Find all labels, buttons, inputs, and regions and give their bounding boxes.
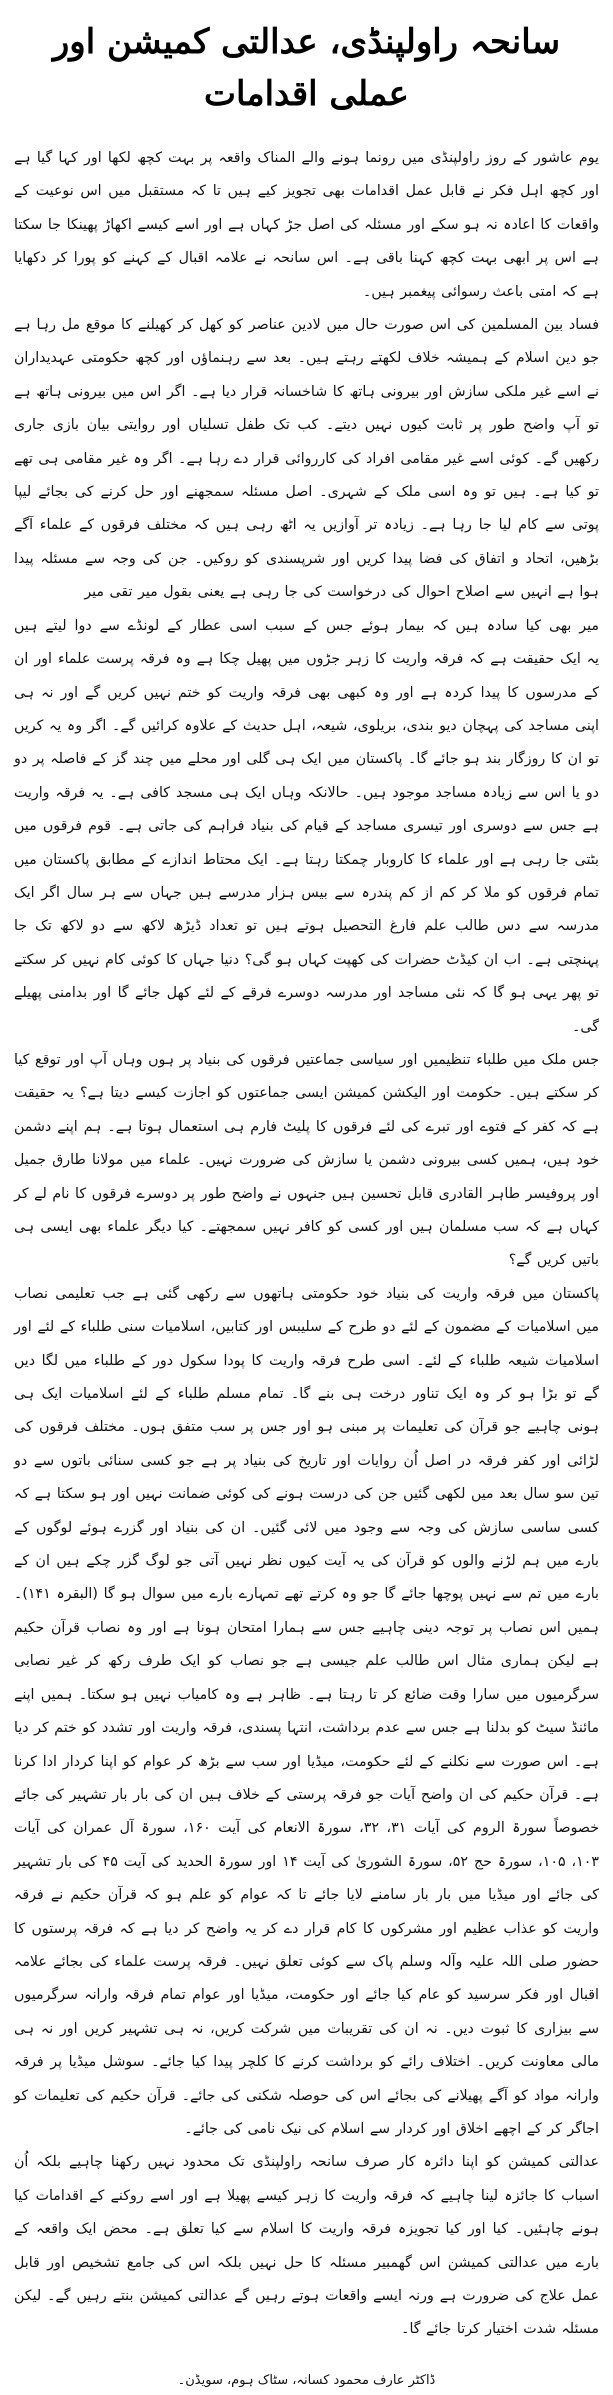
author-signature: ڈاکٹر عارف محمود کسانہ، سٹاک ہوم، سویڈن۔	[177, 2372, 436, 2388]
article-headline: سانحہ راولپنڈی، عدالتی کمیشن اور عملی اقدامات	[52, 22, 561, 114]
paragraph-mir-verse: میر بھی کیا سادہ ہیں کہ بیمار ہوئے جس کے سبب اسی عطار کے لونڈے سے دوا لیتے ہیں	[14, 617, 599, 634]
paragraph-intro: یوم عاشور کے روز راولپنڈی میں رونما ہونے والے المناک واقعہ پر بہت کچھ لکھا اور کہا گیا ہے اور کچھ اہل فکر نے قابل عمل اقدامات بھی تجویز کیے ہیں تا کہ مستقبل میں اس نوعیت کے واقعات کا اعادہ نہ ہو سکے اور مسئلہ کی اصل جڑ کہاں ہے اور اسے کیسے اکھاڑ پھینکا جا سکتا ہے اس پر ابھی بہت کچھ کہنا باقی ہے۔ اس سانحہ نے علامہ اقبال کے کہنے کو پورا کر دکھایا ہے کہ امتی باعث رسوائی پیغمبر ہیں۔	[14, 150, 599, 300]
paragraph-madrasas: یہ ایک حقیقت ہے کہ فرقہ واریت کا زہر جڑوں میں پھیل چکا ہے وہ فرقہ پرست علماء اور ان کے مدرسوں کا پیدا کردہ ہے اور وہ کبھی بھی فرقہ واریت کو ختم نہیں کریں گے اور نہ ہی اپنی مساجد کی پہچان دیو بندی، بریلوی، شیعہ، اہل حدیث کے علاوہ کرائیں گے۔ اگر وہ یہ کریں تو ان کا روزگار بند ہو جائے گا۔ پاکستان میں ایک ہی گلی اور محلے میں چند گز کے فاصلہ پر دو دو یا اس سے زیادہ مساجد موجود ہیں۔ حالانکہ وہاں ایک ہی مسجد کافی ہے۔ یہ فرقہ واریت ہے جس سے دوسری اور تیسری مساجد کے قیام کی بنیاد فراہم کی جاتی ہے۔ قوم فرقوں میں بٹتی جا رہی ہے اور علماء کا کاروبار چمکتا رہتا ہے۔ ایک محتاط اندازے کے مطابق پاکستان میں تمام فرقوں کو ملا کر کم از کم پندرہ سے بیس ہزار مدرسے ہیں جہاں سے ہر سال اگر ایک مدرسہ سے دس طالب علم فارغ التحصیل ہوتے ہیں تو تعداد ڈیڑھ لاکھ سے دو لاکھ تک جا پہنچتی ہے۔ اب ان کیڈٹ حضرات کی کھپت کہاں ہو گی؟ دنیا جہاں کا کوئی کام نہیں کر سکتے تو پھر یہی ہو گا کہ نئی مساجد اور مدرسہ دوسرے فرقے کے لئے کھل جائے گا اور بدامنی پھیلے گی۔	[14, 651, 599, 1035]
paragraph-sectarian-strife: فساد بین المسلمین کی اس صورت حال میں لادین عناصر کو کھل کر کھیلنے کا موقع مل رہا ہے جو دین اسلام کے ہمیشہ خلاف لکھتے رہتے ہیں۔ بعد سے رہنماؤں اور کچھ حکومتی عہدیداران نے اسے غیر ملکی سازش اور بیرونی ہاتھ کا شاخسانہ قرار دیا ہے۔ اگر اس میں بیرونی ہاتھ ہے تو آپ واضح طور پر ثابت کیوں نہیں دیتے۔ کب تک طفل تسلیاں اور روایتی بیان بازی جاری رکھیں گے۔ کوئی اسے غیر مقامی افراد کی کارروائی قرار دے رہا ہے۔ اگر وہ غیر مقامی ہی تھے تو کیا ہے۔ ہیں تو وہ اسی ملک کے شہری۔ اصل مسئلہ سمجھنے اور حل کرنے کی بجائے لیپا پوتی سے کام لیا جا رہا ہے۔ زیادہ تر آوازیں یہ اٹھ رہی ہیں کہ مختلف فرقوں کے علماء آگے بڑھیں، اتحاد و اتفاق کی فضا پیدا کریں اور شرپسندی کو روکیں۔ جن کی وجہ سے مسئلہ پیدا ہوا ہے انہیں سے اصلاح احوال کی درخواست کی جا رہی ہے یعنی بقول میر تقی میر	[14, 317, 599, 601]
paragraph-organizations: جس ملک میں طلباء تنظیمیں اور سیاسی جماعتیں فرقوں کی بنیاد پر ہوں وہاں آپ اور توقع کیا کر سکتے ہیں۔ حکومت اور الیکشن کمیشن ایسی جماعتوں کو اجازت کیسے دیتا ہے؟ یہ حقیقت ہے کہ کفر کے فتوے اور تبرے کی لئے فرقوں کا پلیٹ فارم ہی استعمال ہوتا ہے۔ ہم اپنے دشمن خود ہیں، ہمیں کسی بیرونی دشمن یا سازش کی ضرورت نہیں۔ علماء میں مولانا طارق جمیل اور پروفیسر طاہر القادری قابل تحسین ہیں جنہوں نے واضح طور پر دوسرے فرقوں کا نام لے کر کہاں ہے کہ سب مسلمان ہیں اور کسی کو کافر نہیں سمجھتے۔ کیا دیگر علماء بھی ایسی ہی باتیں کریں گے؟	[14, 1051, 599, 1269]
paragraph-curriculum: پاکستان میں فرقہ واریت کی بنیاد خود حکومتی ہاتھوں سے رکھی گئی ہے جب تعلیمی نصاب میں اسلامیات کے مضمون کے لئے دو طرح کے سلیبس اور کتابیں، اسلامیات سنی طلباء کے لئے اور اسلامیات شیعہ طلباء کے لئے۔ اسی طرح فرقہ واریت کا پودا سکول دور کے طلباء میں لگا دیں گے تو بڑا ہو کر وہ ایک تناور درخت ہی بنے گا۔ تمام مسلم طلباء کے لئے اسلامیات ایک ہی ہونی چاہیے جو قرآن کی تعلیمات پر مبنی ہو اور جس پر سب متفق ہوں۔ مختلف فرقوں کی لڑائی اور کفر فرقہ در اصل اُن روایات اور تاریخ کی بنیاد پر ہے جو کسی سنائی باتوں سے دو تین سو سال بعد میں لکھی گئیں جن کی درست ہونے کی کوئی ضمانت نہیں اور ہو سکتا ہے کہ کسی ساسی سازش کی وجہ سے وجود میں لائی گئیں۔ ان کی بنیاد اور گزرے ہوئے لوگوں کے بارے میں ہم لڑنے والوں کو قرآن کی یہ آیت کیوں نظر نہیں آتی جو لوگ گزر چکے ہیں ان کے بارے میں تم سے نہیں پوچھا جائے گا جو وہ کرتے تھے تمہارے بارے میں سوال ہو گا (البقرہ ۱۴۱)۔ ہمیں اس نصاب پر توجہ دینی چاہیے جس سے ہمارا امتحان ہونا ہے اور وہ نصاب قرآن حکیم ہے لیکن ہماری مثال اس طالب علم جیسی ہے جو نصاب کو ایک طرف رکھ کر غیر نصابی سرگرمیوں میں سارا وقت ضائع کر تا رہتا ہے۔ ظاہر ہے وہ کامیاب نہیں ہو سکتا۔ ہمیں اپنے مائنڈ سیٹ کو بدلنا ہے جس سے عدم برداشت، انتہا پسندی، فرقہ واریت اور تشدد کو ختم کر دیا ہے۔ اس صورت سے نکلنے کے لئے حکومت، میڈیا اور سب سے بڑھ کر عوام کو اپنا کردار ادا کرنا ہے۔ قرآن حکیم کی ان واضح آیات جو فرقہ پرستی کے خلاف ہیں ان کی بار بار تشہیر کی جائے خصوصاً سورۃ الروم کی آیات ۳۱، ۳۲، سورۃ الانعام کی آیت ۱۶۰، سورۃ آل عمران کی آیات ۱۰۳، ۱۰۵، سورۃ حج ۵۲، سورۃ الشوریٰ کی آیت ۱۴ اور سورۃ الحدید کی آیت ۴۵ کی بار تشہیر کی جائے اور میڈیا میں بار بار سامنے لایا جائے تا کہ عوام کو علم ہو کہ قرآن حکیم نے فرقہ واریت کو عذاب عظیم اور مشرکوں کا کام قرار دے کر یہ واضح کر دیا ہے کہ فرقہ پرستوں کا حضور صلی اللہ علیہ وآلہ وسلم پاک سے کوئی تعلق نہیں۔ فرقہ پرست علماء کی بجائے علامہ اقبال اور فکر سرسید کو عام کیا جائے اور حکومت، میڈیا اور عوام تمام فرقہ وارانہ سرگرمیوں سے بیزاری کا ثبوت دیں۔ نہ ان کی تقریبات میں شرکت کریں، نہ ہی تشہیر کریں اور نہ ہی مالی معاونت کریں۔ اختلاف رائے کو برداشت کرنے کا کلچر پیدا کیا جائے۔ سوشل میڈیا پر فرقہ وارانہ مواد کو آگے پھیلانے کی بجائے اس کی حوصلہ شکنی کی جائے۔ قرآن حکیم کی تعلیمات کو اجاگر کر کے اچھے اخلاق اور کردار سے اسلام کی نیک نامی کی جائے۔	[14, 1285, 600, 2137]
paragraph-judicial-commission: عدالتی کمیشن کو اپنا دائرہ کار صرف سانحہ راولپنڈی تک محدود نہیں رکھنا چاہیے بلکہ اُن اسباب کا جائزہ لینا چاہیے کہ فرقہ واریت کا زہر کیسے پھیلا ہے اور اسے روکنے کے اقدامات کیا ہونے چاہئیں۔ کیا اور کیا تجویزہ فرقہ واریت کا اسلام سے کیا تعلق ہے۔ محض ایک واقعہ کے بارے میں عدالتی کمیشن اس گھمبیر مسئلہ کا حل نہیں بلکہ اس کی جامع تشخیص اور قابل عمل علاج کی ضرورت ہے ورنہ ایسے واقعات ہوتے رہیں گے عدالتی کمیشن بنتے رہیں گے۔ لیکن مسئلہ شدت اختیار کرتا جائے گا۔	[14, 2154, 599, 2338]
